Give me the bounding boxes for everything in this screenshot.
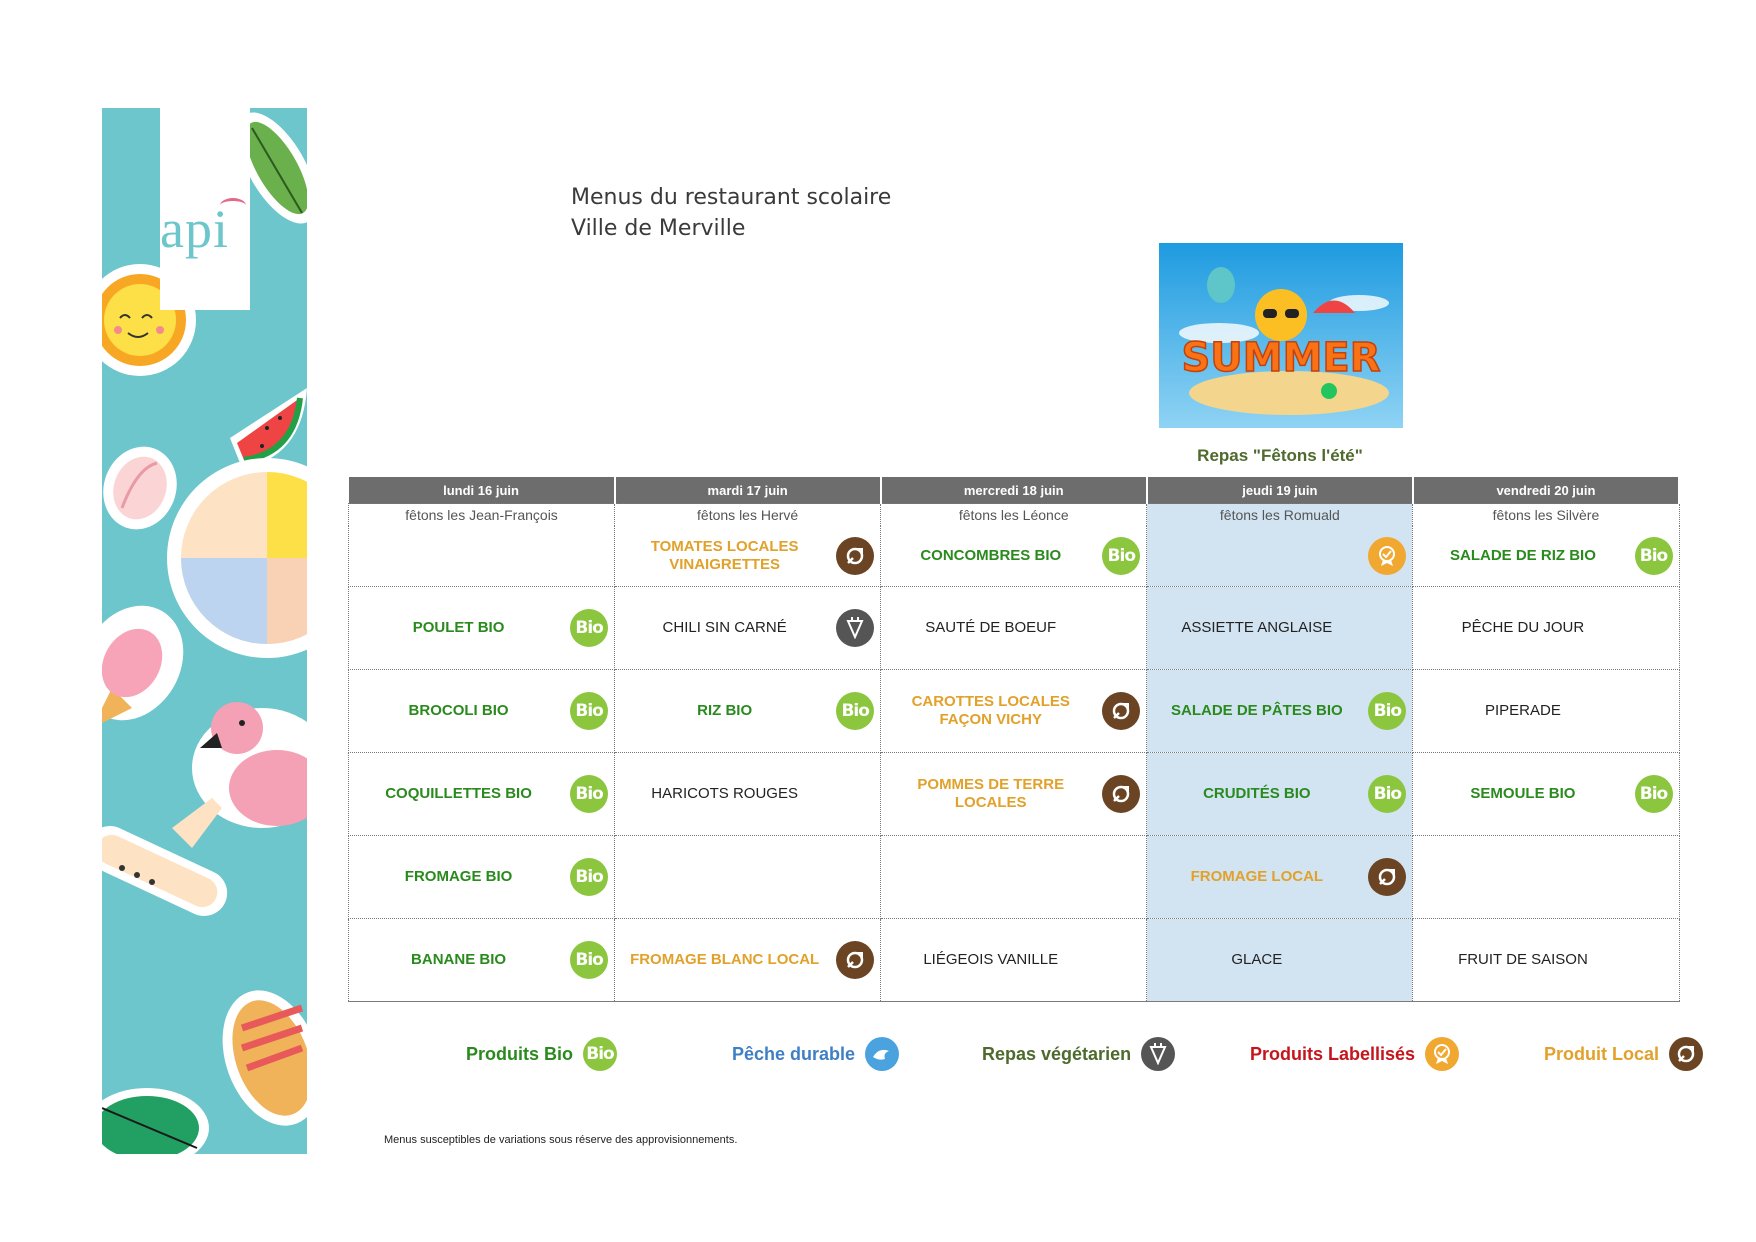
- dish-name: FROMAGE LOCAL: [1190, 868, 1324, 885]
- menu-cell: [1147, 836, 1413, 919]
- day-header: jeudi 19 juin: [1147, 477, 1413, 504]
- dish-name: POMMES DE TERRE LOCALES: [917, 776, 1065, 811]
- menu-cell: [881, 670, 1147, 753]
- logo-swirl-icon: [220, 198, 246, 213]
- menu-cell: [1413, 526, 1679, 587]
- vegetarian-icon: [836, 609, 874, 647]
- menu-cell: [1413, 670, 1679, 753]
- menu-cell: [881, 753, 1147, 836]
- label-quality-icon: [1368, 537, 1406, 575]
- dish-name: CHILI SIN CARNÉ: [662, 619, 787, 636]
- bio-badge-icon: Bio: [1102, 537, 1140, 575]
- dish-name: TOMATES LOCALES VINAIGRETTES: [650, 538, 799, 573]
- day-header: lundi 16 juin: [349, 477, 615, 504]
- days-header-row: [349, 477, 1680, 504]
- menu-table: [348, 477, 1680, 1002]
- dish-name: GLACE: [1231, 951, 1283, 968]
- menu-row: [349, 526, 1680, 587]
- saint-of-day: fêtons les Jean-François: [349, 504, 615, 527]
- menu-cell: [615, 526, 881, 587]
- local-product-icon: [1669, 1037, 1703, 1071]
- vegetarian-icon: [1141, 1037, 1175, 1071]
- menu-cell: [881, 919, 1147, 1002]
- day-header: mercredi 18 juin: [881, 477, 1147, 504]
- dish-name: CAROTTES LOCALES FAÇON VICHY: [911, 693, 1070, 728]
- bio-badge-icon: Bio: [570, 609, 608, 647]
- menu-cell: [881, 526, 1147, 587]
- bio-badge-icon: Bio: [570, 692, 608, 730]
- local-product-icon: [836, 537, 874, 575]
- summer-illustration: [1159, 243, 1403, 428]
- bio-badge-icon: Bio: [583, 1037, 617, 1071]
- bio-badge-icon: Bio: [1368, 692, 1406, 730]
- menu-cell: [1147, 919, 1413, 1002]
- menu-cell: [881, 587, 1147, 670]
- dish-name: SEMOULE BIO: [1470, 785, 1576, 802]
- dish-name: SALADE DE PÂTES BIO: [1170, 702, 1343, 719]
- menu-cell: [1147, 526, 1413, 587]
- menu-row: [349, 753, 1680, 836]
- airplane-icon: [102, 798, 235, 924]
- legend-label: Produits Labellisés: [1250, 1043, 1416, 1064]
- menu-cell: [1413, 919, 1679, 1002]
- menu-cell: [1413, 753, 1679, 836]
- legend-item: [1250, 1037, 1459, 1071]
- menu-cell: [349, 526, 615, 587]
- title-line-2: Ville de Merville: [571, 216, 746, 241]
- sustainable-fishing-icon: [865, 1037, 899, 1071]
- dish-name: FROMAGE BLANC LOCAL: [630, 951, 820, 968]
- legend-label: Produit Local: [1544, 1043, 1660, 1064]
- legend-label: Pêche durable: [732, 1043, 856, 1064]
- menu-cell: [1413, 587, 1679, 670]
- menu-row: [349, 587, 1680, 670]
- local-product-icon: [1102, 692, 1140, 730]
- local-product-icon: [836, 941, 874, 979]
- legend-item: [1544, 1037, 1703, 1071]
- bio-badge-icon: Bio: [1635, 537, 1673, 575]
- legend-item: [466, 1037, 617, 1071]
- bio-badge-icon: Bio: [1368, 775, 1406, 813]
- saint-of-day: fêtons les Silvère: [1413, 504, 1679, 527]
- menu-row: [349, 919, 1680, 1002]
- dish-name: LIÉGEOIS VANILLE: [923, 951, 1059, 968]
- menu-row: [349, 836, 1680, 919]
- dish-name: ASSIETTE ANGLAISE: [1181, 619, 1333, 636]
- legend-label: Produits Bio: [466, 1043, 573, 1064]
- saints-row: [349, 504, 1680, 527]
- dish-name: HARICOTS ROUGES: [651, 785, 798, 802]
- api-logo: api: [160, 199, 229, 259]
- summer-text: SUMMER: [1181, 335, 1381, 381]
- disclaimer: Menus susceptibles de variations sous réserve des approvisionnements.: [384, 1134, 738, 1146]
- dish-name: BROCOLI BIO: [408, 702, 509, 719]
- saint-of-day: fêtons les Léonce: [881, 504, 1147, 527]
- menu-cell: [349, 836, 615, 919]
- legend-item: [732, 1037, 899, 1071]
- menu-cell: [615, 919, 881, 1002]
- menu-cell: [615, 753, 881, 836]
- menu-cell: [349, 670, 615, 753]
- flip-flop-icon: [205, 976, 307, 1139]
- menu-cell: [615, 670, 881, 753]
- bio-badge-icon: Bio: [570, 858, 608, 896]
- menu-cell: [881, 836, 1147, 919]
- title-line-1: Menus du restaurant scolaire: [571, 185, 892, 210]
- menu-cell: [615, 836, 881, 919]
- watermelon-icon: [230, 388, 307, 468]
- dish-name: SALADE DE RIZ BIO: [1450, 547, 1596, 564]
- menu-cell: [349, 587, 615, 670]
- dish-name: COQUILLETTES BIO: [385, 785, 532, 802]
- dish-name: FROMAGE BIO: [404, 868, 513, 885]
- legend-item: [982, 1037, 1175, 1071]
- menu-cell: [1147, 670, 1413, 753]
- special-meal-label: Repas "Fêtons l'été": [1197, 446, 1363, 465]
- legend-label: Repas végétarien: [982, 1043, 1132, 1064]
- label-quality-icon: [1425, 1037, 1459, 1071]
- bio-badge-icon: Bio: [1635, 775, 1673, 813]
- dish-name: BANANE BIO: [411, 951, 507, 968]
- menu-cell: [349, 919, 615, 1002]
- local-product-icon: [1102, 775, 1140, 813]
- dish-name: PÊCHE DU JOUR: [1461, 619, 1585, 636]
- dish-name: FRUIT DE SAISON: [1458, 951, 1588, 968]
- saint-of-day: fêtons les Romuald: [1147, 504, 1413, 527]
- menu-row: [349, 670, 1680, 753]
- dish-name: CONCOMBRES BIO: [920, 547, 1062, 564]
- bio-badge-icon: Bio: [836, 692, 874, 730]
- page-title: [571, 182, 891, 244]
- bio-badge-icon: Bio: [570, 941, 608, 979]
- menu-cell: [349, 753, 615, 836]
- menu-cell: [1147, 587, 1413, 670]
- local-product-icon: [1368, 858, 1406, 896]
- dish-name: RIZ BIO: [697, 702, 753, 719]
- menu-cell: [1413, 836, 1679, 919]
- menu-cell: [1147, 753, 1413, 836]
- dish-name: SAUTÉ DE BOEUF: [925, 619, 1057, 636]
- day-header: mardi 17 juin: [615, 477, 881, 504]
- dish-name: POULET BIO: [412, 619, 505, 636]
- saint-of-day: fêtons les Hervé: [615, 504, 881, 527]
- day-header: vendredi 20 juin: [1413, 477, 1679, 504]
- dish-name: PIPERADE: [1485, 702, 1561, 719]
- bio-badge-icon: Bio: [570, 775, 608, 813]
- menu-cell: [615, 587, 881, 670]
- palm-leaf-icon: [102, 1088, 209, 1154]
- dish-name: CRUDITÉS BIO: [1203, 785, 1311, 802]
- beach-ball-icon: [167, 458, 307, 658]
